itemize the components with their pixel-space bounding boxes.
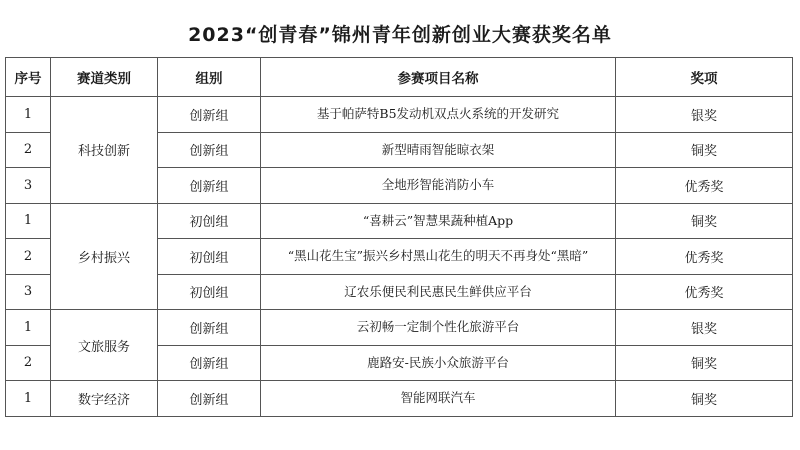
- group-cell: 创新组: [158, 97, 261, 133]
- category-cell: 文旅服务: [51, 310, 158, 381]
- row-number: 1: [6, 381, 51, 417]
- award-cell: 优秀奖: [616, 274, 793, 310]
- award-cell: 铜奖: [616, 381, 793, 417]
- header-category: 赛道类别: [51, 58, 158, 97]
- award-cell: 铜奖: [616, 132, 793, 168]
- category-cell: 乡村振兴: [51, 203, 158, 310]
- category-cell: 数字经济: [51, 381, 158, 417]
- row-number: 1: [6, 310, 51, 346]
- project-cell: “黑山花生宝”振兴乡村黑山花生的明天不再身处“黑暗”: [261, 239, 616, 275]
- table-row: [6, 97, 793, 133]
- table-row: [6, 381, 793, 417]
- group-cell: 创新组: [158, 345, 261, 381]
- row-number: 1: [6, 97, 51, 133]
- project-cell: 智能网联汽车: [261, 381, 616, 417]
- header-award: 奖项: [616, 58, 793, 97]
- row-number: 2: [6, 239, 51, 275]
- group-cell: 创新组: [158, 168, 261, 204]
- award-cell: 铜奖: [616, 203, 793, 239]
- table-row: [6, 203, 793, 239]
- award-cell: 银奖: [616, 97, 793, 133]
- table-row: [6, 310, 793, 346]
- header-project: 参赛项目名称: [261, 58, 616, 97]
- project-cell: 全地形智能消防小车: [261, 168, 616, 204]
- row-number: 3: [6, 168, 51, 204]
- category-cell: 科技创新: [51, 97, 158, 204]
- group-cell: 创新组: [158, 310, 261, 346]
- award-cell: 优秀奖: [616, 168, 793, 204]
- project-cell: 辽农乐便民利民惠民生鲜供应平台: [261, 274, 616, 310]
- award-table: [5, 57, 793, 417]
- project-cell: 云初畅一定制个性化旅游平台: [261, 310, 616, 346]
- project-cell: 鹿路安-民族小众旅游平台: [261, 345, 616, 381]
- award-cell: 银奖: [616, 310, 793, 346]
- row-number: 2: [6, 132, 51, 168]
- group-cell: 创新组: [158, 132, 261, 168]
- group-cell: 初创组: [158, 274, 261, 310]
- header-group: 组别: [158, 58, 261, 97]
- row-number: 2: [6, 345, 51, 381]
- project-cell: 基于帕萨特B5发动机双点火系统的开发研究: [261, 97, 616, 133]
- header-number: 序号: [6, 58, 51, 97]
- table-header-row: [6, 58, 793, 97]
- project-cell: “喜耕云”智慧果蔬种植App: [261, 203, 616, 239]
- award-cell: 铜奖: [616, 345, 793, 381]
- page-title: 2023“创青春”锦州青年创新创业大赛获奖名单: [188, 24, 612, 46]
- group-cell: 创新组: [158, 381, 261, 417]
- row-number: 1: [6, 203, 51, 239]
- group-cell: 初创组: [158, 203, 261, 239]
- project-cell: 新型晴雨智能晾衣架: [261, 132, 616, 168]
- row-number: 3: [6, 274, 51, 310]
- award-cell: 优秀奖: [616, 239, 793, 275]
- group-cell: 初创组: [158, 239, 261, 275]
